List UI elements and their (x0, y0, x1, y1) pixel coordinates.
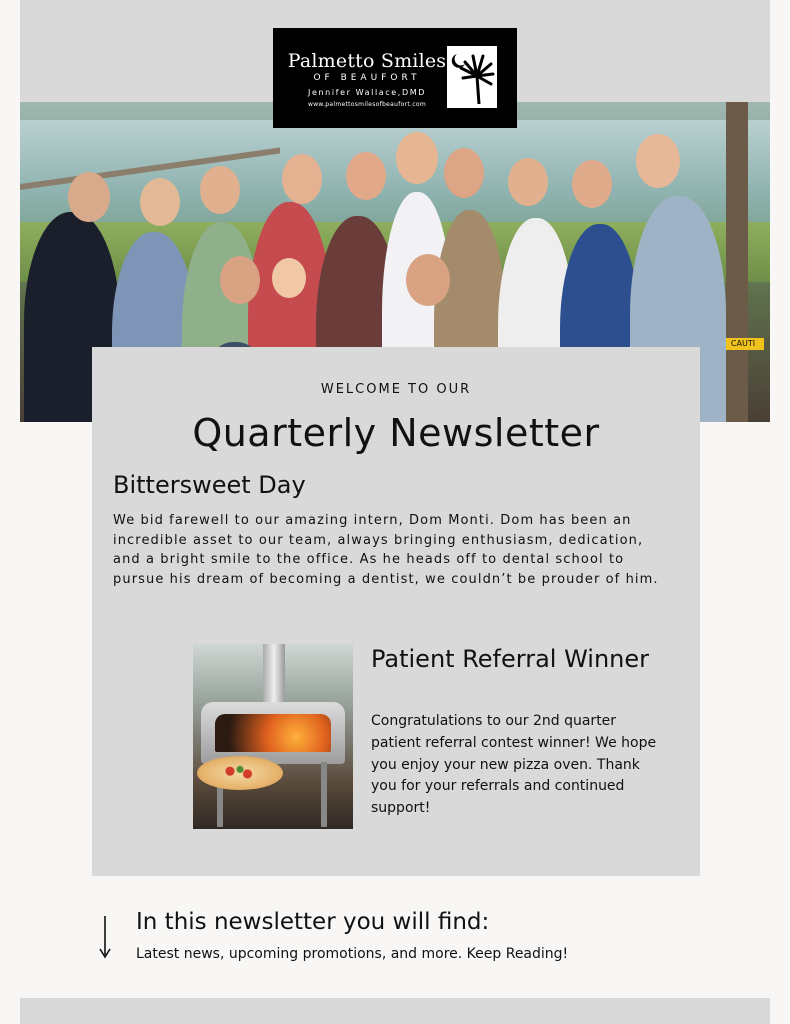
logo-url: www.palmettosmilesofbeaufort.com (308, 101, 426, 108)
person-head (220, 256, 260, 304)
person-head (282, 154, 322, 204)
pizza (197, 756, 283, 790)
person-head (636, 134, 680, 188)
welcome-text: WELCOME TO OUR (320, 382, 472, 397)
article-title: Bittersweet Day (113, 471, 306, 499)
contents-body: Latest news, upcoming promotions, and more. Keep Reading! (136, 946, 569, 962)
page-title: Quarterly Newsletter (192, 411, 600, 455)
pizza-oven-image (193, 644, 353, 829)
contents-title: In this newsletter you will find: (136, 909, 490, 935)
oven-chimney (263, 644, 285, 704)
oven-body (201, 702, 345, 764)
article-body: We bid farewell to our amazing intern, Dom Monti. Dom has been an incredible asset to our team, always bringing enthusiasm, dedication, and a bright smile to the office. As he heads off to dental school to pursue his dream of becoming a dentist, we couldn’t be prouder of him. (113, 513, 659, 587)
person-head (200, 166, 240, 214)
oven-fire (215, 714, 331, 752)
person-head (396, 132, 438, 184)
arrow-down-icon (99, 915, 111, 959)
logo-location: OF BEAUFORT (313, 73, 421, 83)
caution-sign: CAUTI (722, 338, 764, 350)
logo-name: Palmetto Smiles (287, 50, 447, 72)
referral-body: Congratulations to our 2nd quarter patient referral contest winner! We hope you enjoy your new pizza oven. Thank you for your referrals and continued support! (371, 713, 657, 817)
referral-title: Patient Referral Winner (371, 645, 650, 673)
bottom-band (20, 998, 770, 1024)
person-head (68, 172, 110, 222)
person-head (272, 258, 306, 298)
logo-doctor: Jennifer Wallace,DMD (308, 88, 426, 97)
person-head (140, 178, 180, 226)
newsletter-card (92, 347, 700, 876)
clinic-logo[interactable] (273, 28, 517, 128)
person-head (406, 254, 450, 306)
photo-post (726, 102, 748, 422)
palmetto-moon-icon (447, 46, 497, 108)
person-head (572, 160, 612, 208)
person-head (346, 152, 386, 200)
person-head (444, 148, 484, 198)
oven-leg (321, 762, 327, 827)
person-head (508, 158, 548, 206)
